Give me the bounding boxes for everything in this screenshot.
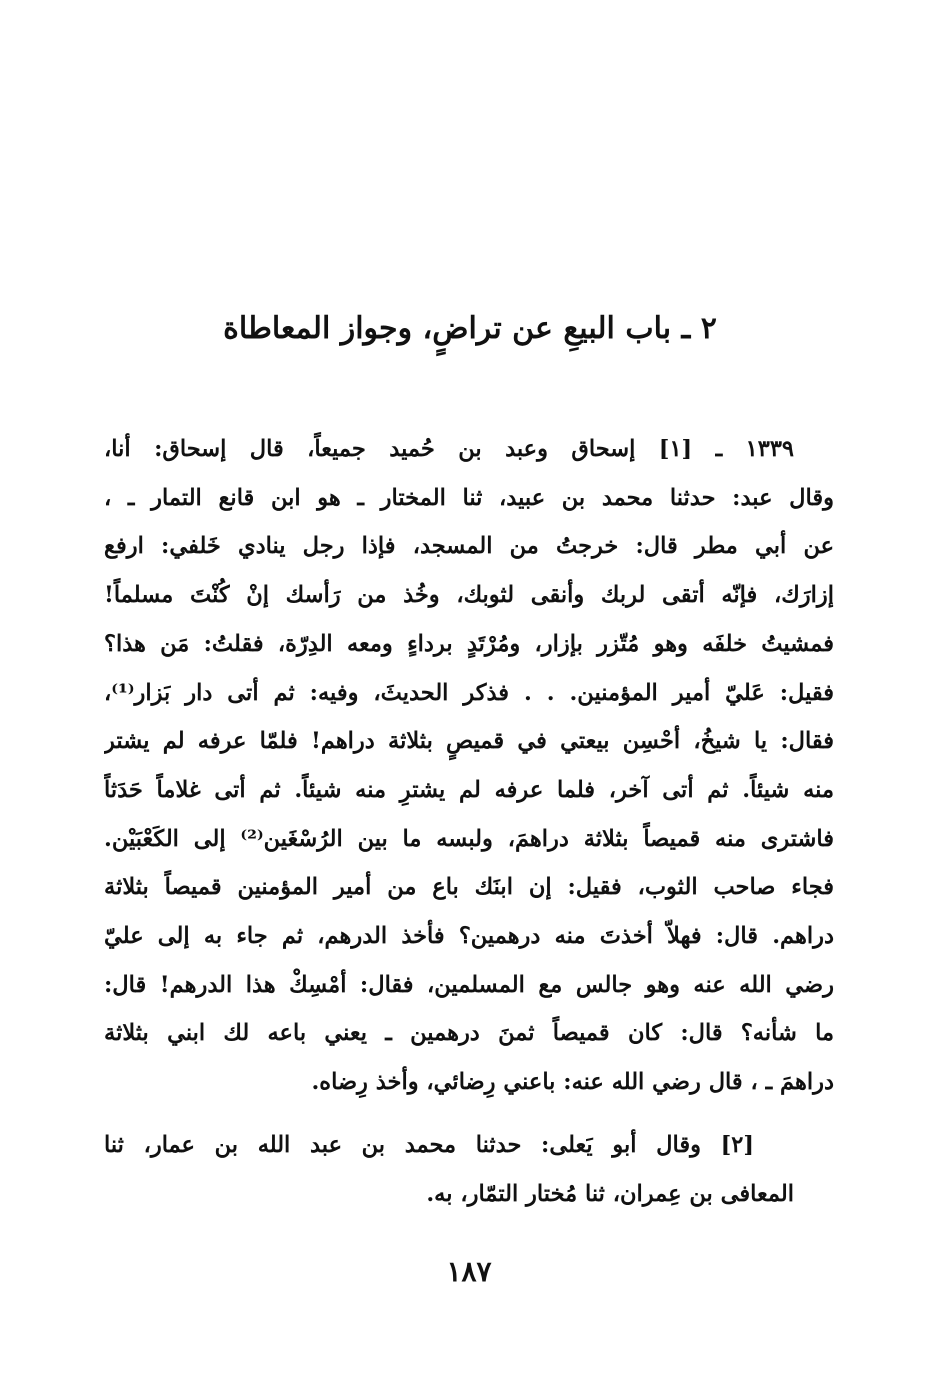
text-line: فمشيتُ خلفَه وهو مُتّزر بإزار، ومُرْتَدٍ برداءٍ ومعه الدِرّة، فقلتُ: مَن هذا؟: [104, 630, 834, 657]
text-line: دراهمَ ـ ، قال رضي الله عنه: باعني رِضائي، وأخذ رِضاه.: [311, 1069, 834, 1096]
hadith-paragraph-1: [104, 425, 834, 1107]
text-line: فاشترى منه قميصاً بثلاثة دراهمَ، ولبسه ما بين الرُسْغَين⁽²⁾ إلى الكَعْبَيْن.: [104, 825, 834, 852]
chapter-title: ٢ ـ باب البيعِ عن تراضٍ، وجواز المعاطاة: [223, 311, 717, 346]
text-line: وقال عبد: حدثنا محمد بن عبيد، ثنا المختار ـ هو ابن قانع التمار ـ ،: [104, 484, 834, 511]
text-line: منه شيئاً. ثم أتى آخر، فلما عرفه لم يشترِ منه شيئاً. ثم أتى غلاماً حَدَثاً: [104, 776, 834, 803]
text-line: دراهم. قال: فهلاّ أخذتَ منه درهمين؟ فأخذ الدرهم، ثم جاء به إلى عليّ: [104, 923, 834, 950]
text-line: فقيل: عَليّ أمير المؤمنين. . . فذكر الحديثَ، وفيه: ثم أتى دار بَزار⁽¹⁾،: [104, 679, 834, 706]
text-line: إزارَك، فإنّه أتقى لربك وأنقى لثوبك، وخُذ من رَأسك إنْ كُنْتَ مسلماً!: [104, 582, 834, 609]
hadith-paragraph-2: [104, 1121, 834, 1218]
text-line: فقال: يا شيخُ، أحْسِن بيعتي في قميصٍ بثلاثة دراهم! فلمّا عرفه لم يشتر: [104, 728, 834, 755]
text-line: ما شأنه؟ قال: كان قميصاً ثمنَ درهمين ـ يعني باعه لك ابني بثلاثة: [104, 1020, 834, 1047]
text-line: [٢] وقال أبو يَعلى: حدثنا محمد بن عبد الله بن عمار، ثنا: [104, 1131, 754, 1158]
body-text: [104, 425, 834, 1218]
text-line: عن أبي مطر قال: خرجتُ من المسجد، فإذا رجل ينادي خَلفي: ارفع: [104, 533, 834, 560]
text-line: المعافى بن عِمران، ثنا مُختار التمّار، به.: [426, 1180, 794, 1207]
text-line: ١٣٣٩ ـ [١] إسحاق وعبد بن حُميد جميعاً، قال إسحاق: أنا،: [104, 436, 794, 462]
page-number: ١٨٧: [446, 1255, 492, 1288]
text-line: رضي الله عنه وهو جالس مع المسلمين، فقال: أمْسِكْ هذا الدرهم! قال:: [104, 971, 834, 998]
text-line: فجاء صاحب الثوب، فقيل: إن ابنَك باع من أمير المؤمنين قميصاً بثلاثة: [104, 874, 834, 901]
